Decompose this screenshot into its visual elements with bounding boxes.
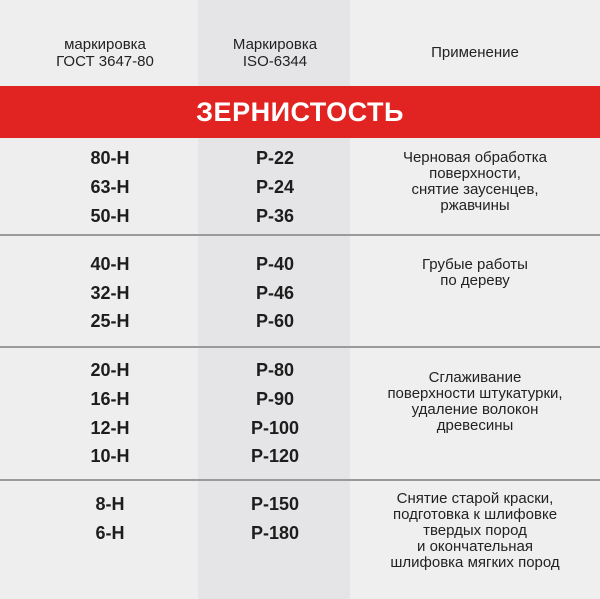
iso-cell: Р-40 [255,254,295,274]
iso-cell: Р-180 [250,523,300,543]
gost-cell: 32-Н [90,283,130,303]
group-separator [0,346,600,348]
grit-band [0,86,600,138]
gost-cell: 16-Н [90,389,130,409]
gost-cell: 10-Н [90,446,130,466]
gost-cell: 40-Н [90,254,130,274]
gost-cell: 8-Н [95,494,125,514]
gost-cell: 12-Н [90,418,130,438]
iso-column-header: Маркировка ISO-6344 [232,36,318,70]
group-separator [0,234,600,236]
application-text: Сглаживание поверхности штукатурки, удаление волокон древесины [387,369,563,434]
band-title: ЗЕРНИСТОСТЬ [196,97,404,127]
gost-cell: 63-Н [90,177,130,197]
iso-cell: Р-36 [255,206,295,226]
gost-cell: 20-Н [90,360,130,380]
iso-cell: Р-80 [255,360,295,380]
gost-cell: 50-Н [90,206,130,226]
iso-cell: Р-90 [255,389,295,409]
application-text: Черновая обработка поверхности, снятие заусенцев, ржавчины [402,149,548,214]
application-text: Грубые работы по дереву [422,256,528,289]
group-separator [0,479,600,481]
iso-cell: Р-150 [250,494,300,514]
iso-cell: Р-24 [255,177,295,197]
iso-cell: Р-46 [255,283,295,303]
iso-cell: Р-120 [250,446,300,466]
gost-cell: 80-Н [90,148,130,168]
application-text: Снятие старой краски, подготовка к шлифовке твердых пород и окончательная шлифовка мягких пород [390,490,560,571]
gost-cell: 6-Н [95,523,125,543]
application-column-header: Применение [431,44,519,61]
iso-cell: Р-60 [255,311,295,331]
gost-column-header: маркировка ГОСТ 3647-80 [56,36,154,70]
iso-cell: Р-22 [255,148,295,168]
gost-cell: 25-Н [90,311,130,331]
iso-cell: Р-100 [250,418,300,438]
